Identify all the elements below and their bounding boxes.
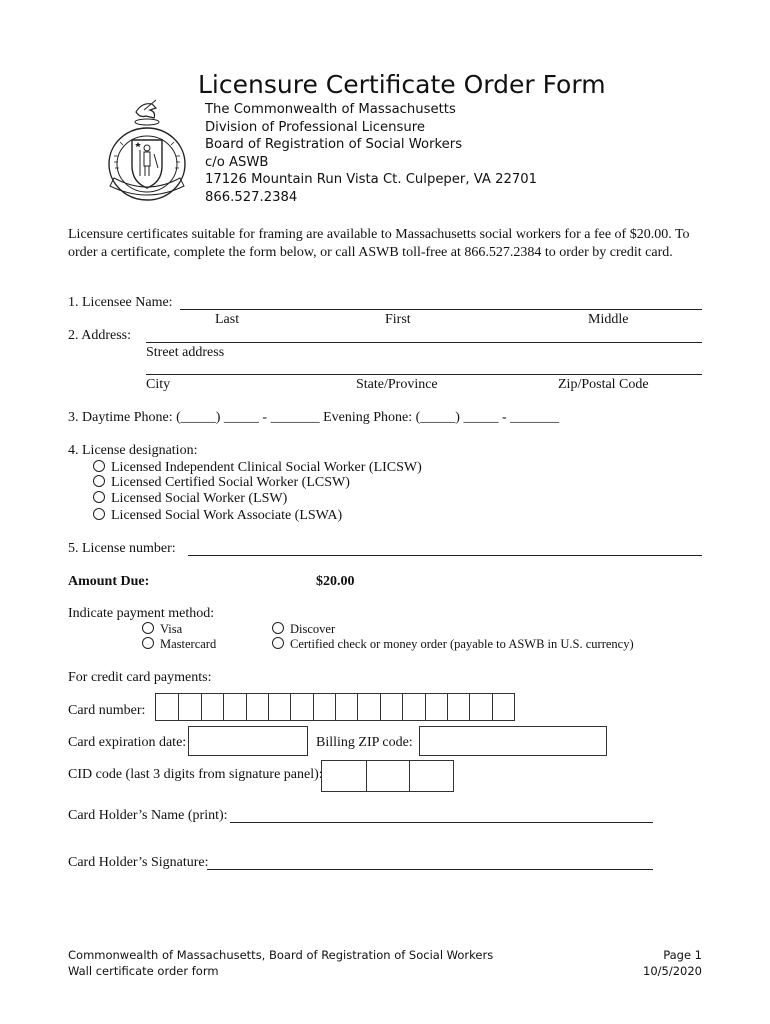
cid-cell-divider xyxy=(409,761,410,791)
cid-code-input[interactable] xyxy=(321,760,454,792)
phone-fields[interactable]: 3. Daytime Phone: (_____) _____ - _______ Evening Phone: (_____) _____ - _______ xyxy=(68,410,560,425)
payment-option-label: Visa xyxy=(160,622,183,636)
name-middle-caption: Middle xyxy=(588,312,629,327)
card-number-cell-divider xyxy=(290,694,291,720)
name-last-caption: Last xyxy=(215,312,240,327)
radio-button-icon[interactable] xyxy=(93,475,105,487)
zip-caption: Zip/Postal Code xyxy=(558,377,649,392)
card-number-cell-divider xyxy=(425,694,426,720)
address-line: The Commonwealth of Massachusetts xyxy=(205,102,456,117)
payment-option-label: Certified check or money order (payable to ASWB in U.S. currency) xyxy=(290,637,634,651)
designation-option-lswa[interactable] xyxy=(93,507,342,525)
amount-due-value: $20.00 xyxy=(316,574,355,589)
address-line: 866.527.2384 xyxy=(205,189,298,205)
payment-option-label: Discover xyxy=(290,622,336,636)
state-caption: State/Province xyxy=(356,377,438,392)
credit-card-section-label: For credit card payments: xyxy=(68,670,212,685)
payment-option-label: Mastercard xyxy=(160,637,217,651)
footer-page-number: Page 1 xyxy=(663,948,702,962)
card-holder-name-field[interactable] xyxy=(230,822,653,823)
radio-button-icon[interactable] xyxy=(93,508,105,520)
card-number-cell-divider xyxy=(246,694,247,720)
card-holder-signature-label: Card Holder’s Signature: xyxy=(68,855,209,870)
license-number-field[interactable] xyxy=(188,555,702,556)
address-line: c/o ASWB xyxy=(205,154,269,170)
card-expiration-input[interactable] xyxy=(188,726,308,756)
card-number-cell-divider xyxy=(357,694,358,720)
city-caption: City xyxy=(146,377,171,392)
address-line: Board of Registration of Social Workers xyxy=(205,137,463,153)
card-holder-signature-field[interactable] xyxy=(207,869,653,870)
card-number-cell-divider xyxy=(469,694,470,720)
form-title: Licensure Certificate Order Form xyxy=(198,70,606,99)
licensee-name-field[interactable] xyxy=(180,309,702,310)
card-number-cell-divider xyxy=(380,694,381,720)
radio-button-icon[interactable] xyxy=(93,491,105,503)
payment-option-visa[interactable] xyxy=(142,622,182,637)
radio-button-icon[interactable] xyxy=(272,637,284,649)
card-number-cell-divider xyxy=(313,694,314,720)
footer-date: 10/5/2020 xyxy=(643,964,702,978)
radio-button-icon[interactable] xyxy=(93,460,105,472)
licensee-name-label: 1. Licensee Name: xyxy=(68,295,173,310)
footer-line-1: Commonwealth of Massachusetts, Board of Registration of Social Workers xyxy=(68,948,494,962)
card-expiration-label: Card expiration date: xyxy=(68,735,187,750)
license-designation-label: 4. License designation: xyxy=(68,443,198,458)
card-number-cell-divider xyxy=(492,694,493,720)
designation-label: Licensed Social Worker (LSW) xyxy=(111,491,288,506)
license-number-label: 5. License number: xyxy=(68,541,176,556)
massachusetts-seal-icon xyxy=(106,98,188,202)
amount-due-label: Amount Due: xyxy=(68,574,150,589)
billing-zip-input[interactable] xyxy=(419,726,607,756)
agency-address xyxy=(205,101,537,207)
card-number-cell-divider xyxy=(268,694,269,720)
card-number-cell-divider xyxy=(201,694,202,720)
footer-line-2: Wall certificate order form xyxy=(68,964,219,978)
card-number-input[interactable] xyxy=(155,693,515,721)
payment-option-discover[interactable] xyxy=(272,622,335,637)
card-number-cell-divider xyxy=(223,694,224,720)
radio-button-icon[interactable] xyxy=(142,637,154,649)
payment-method-label: Indicate payment method: xyxy=(68,606,215,621)
card-number-label: Card number: xyxy=(68,703,146,718)
payment-option-check[interactable] xyxy=(272,637,634,652)
address-line: Division of Professional Licensure xyxy=(205,119,425,135)
city-state-zip-field[interactable] xyxy=(146,374,702,375)
designation-option-lsw[interactable] xyxy=(93,490,287,508)
card-number-cell-divider xyxy=(447,694,448,720)
radio-button-icon[interactable] xyxy=(142,622,154,634)
designation-label: Licensed Certified Social Worker (LCSW) xyxy=(111,475,350,490)
designation-label: Licensed Independent Clinical Social Worker (LICSW) xyxy=(111,460,422,475)
street-address-field[interactable] xyxy=(146,342,702,343)
address-label: 2. Address: xyxy=(68,328,131,343)
billing-zip-label: Billing ZIP code: xyxy=(316,735,413,750)
address-line: 17126 Mountain Run Vista Ct. Culpeper, VA 22701 xyxy=(205,172,538,188)
card-holder-name-label: Card Holder’s Name (print): xyxy=(68,808,228,823)
street-address-caption: Street address xyxy=(146,345,225,360)
card-number-cell-divider xyxy=(335,694,336,720)
radio-button-icon[interactable] xyxy=(272,622,284,634)
intro-paragraph: Licensure certificates suitable for framing are available to Massachusetts social workers for a fee of $20.00. To order a certificate, complete the form below, or call ASWB toll-free at 866.527.2384 to order by credit card. xyxy=(68,227,690,260)
name-first-caption: First xyxy=(385,312,411,327)
designation-label: Licensed Social Work Associate (LSWA) xyxy=(111,508,343,523)
card-number-cell-divider xyxy=(402,694,403,720)
cid-cell-divider xyxy=(366,761,367,791)
cid-code-label: CID code (last 3 digits from signature panel): xyxy=(68,767,323,782)
payment-option-mastercard[interactable] xyxy=(142,637,216,652)
card-number-cell-divider xyxy=(178,694,179,720)
